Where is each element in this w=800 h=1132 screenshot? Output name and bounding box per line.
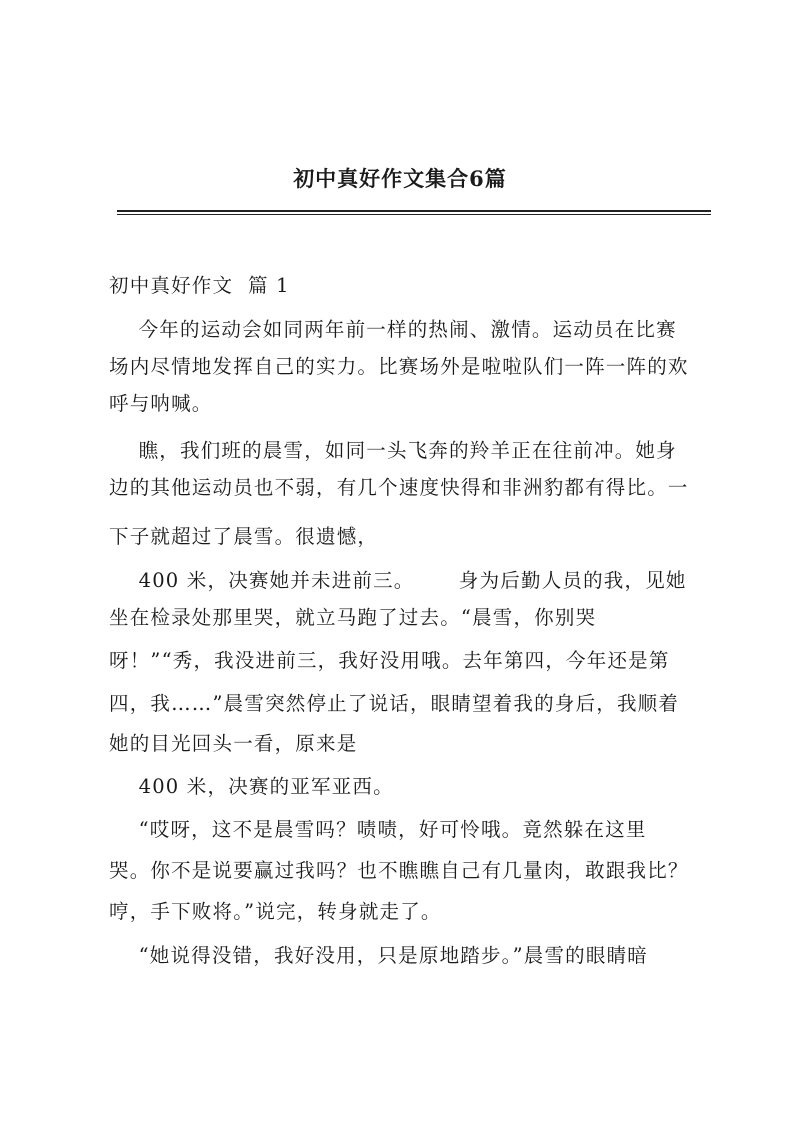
text-line: 场内尽情地发挥自己的实力。比赛场外是啦啦队们一阵一阵的欢 xyxy=(109,355,689,378)
text-line: 哼，手下败将。”说完，转身就走了。 xyxy=(109,900,442,923)
title-divider-thin xyxy=(117,214,711,215)
text-line: 坐在检录处那里哭，就立马跑了过去。“晨雪，你别哭 xyxy=(109,606,597,629)
text-line: “她说得没错，我好没用，只是原地踏步。”晨雪的眼睛暗 xyxy=(109,944,648,967)
text-line: “哎呀，这不是晨雪吗？啧啧，好可怜哦。竟然躲在这里 xyxy=(109,818,647,841)
text-line: 下子就超过了晨雪。很遗憾， xyxy=(109,525,379,548)
text-line: 今年的运动会如同两年前一样的热闹、激情。运动员在比赛 xyxy=(109,318,677,341)
document-title: 初中真好作文集合6篇 xyxy=(293,166,507,191)
section-heading: 初中真好作文 篇 1 xyxy=(109,274,290,297)
text-line: 瞧，我们班的晨雪，如同一头飞奔的羚羊正在往前冲。她身 xyxy=(109,439,677,462)
text-line: 四，我……”晨雪突然停止了说话，眼睛望着我的身后，我顺着 xyxy=(109,692,680,715)
text-line: 呀！”“秀，我没进前三，我好没用哦。去年第四，今年还是第 xyxy=(109,649,670,672)
text-line: 呼与呐喊。 xyxy=(109,392,213,415)
text-line: 哭。你不是说要赢过我吗？也不瞧瞧自己有几量肉，敢跟我比？ xyxy=(109,859,689,882)
text-line: 400 米，决赛的亚军亚西。 xyxy=(109,775,394,798)
title-divider-thick xyxy=(117,210,711,212)
text-line: 400 米，决赛她并未进前三。 身为后勤人员的我，见她 xyxy=(109,569,687,592)
text-line: 她的目光回头一看，原来是 xyxy=(109,732,358,755)
text-line: 边的其他运动员也不弱，有几个速度快得和非洲豹都有得比。一 xyxy=(109,476,689,499)
